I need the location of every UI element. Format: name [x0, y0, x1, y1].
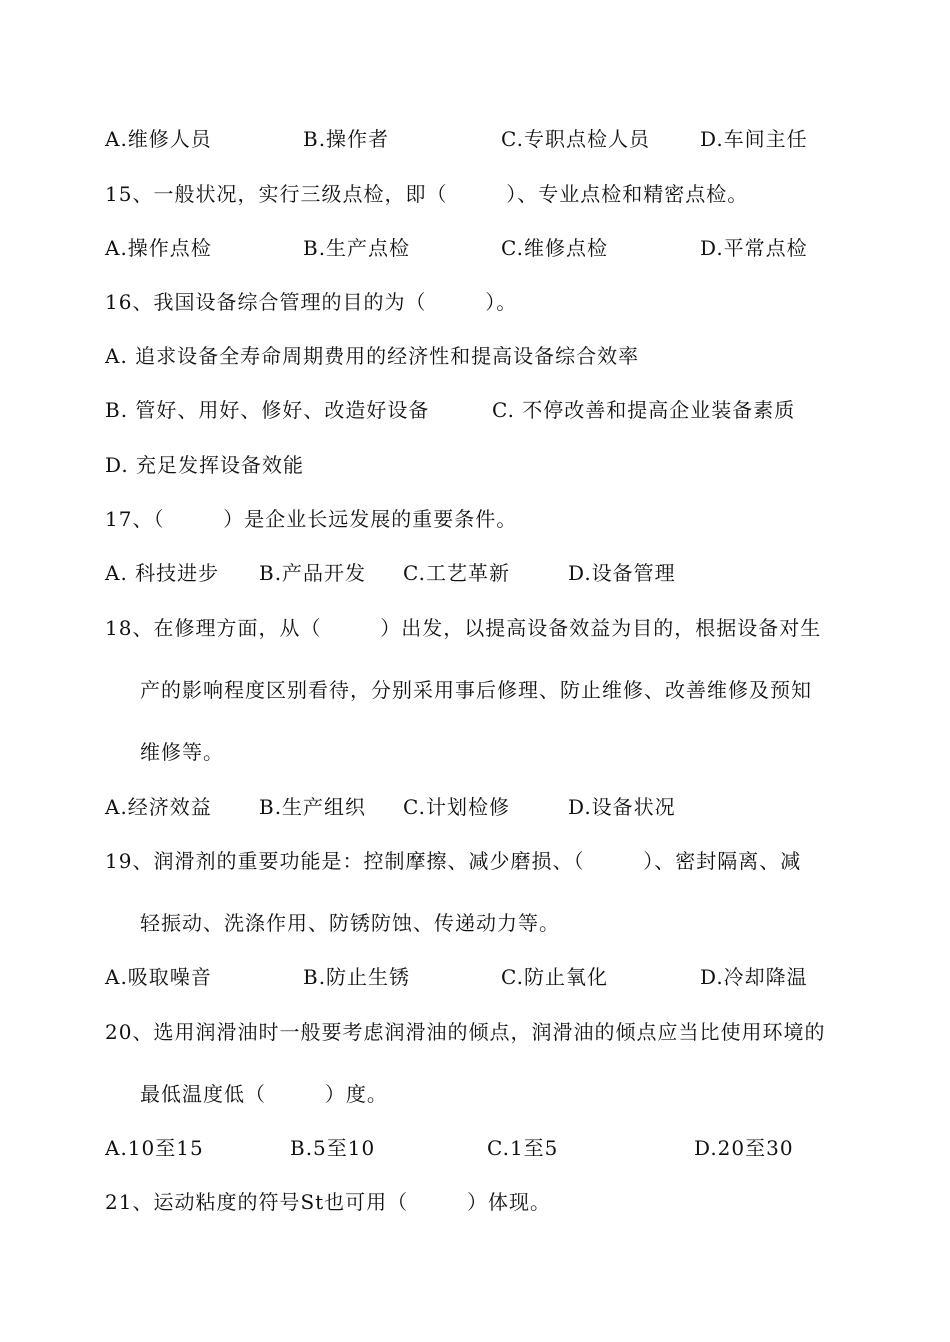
- option-c: C.计划检修: [403, 795, 510, 819]
- question-19-line-2: 轻振动、洗涤作用、防锈防蚀、传递动力等。: [140, 911, 560, 935]
- question-17: 17、（ ）是企业长远发展的重要条件。: [105, 507, 518, 531]
- option-d: D.平常点检: [700, 236, 808, 260]
- option-d: D.20至30: [694, 1136, 794, 1160]
- question-15: 15、一般状况，实行三级点检，即（ ）、专业点检和精密点检。: [105, 182, 749, 206]
- option-a: A. 科技进步: [105, 561, 220, 585]
- question-18-line-2: 产的影响程度区别看待，分别采用事后修理、防止维修、改善维修及预知: [140, 678, 812, 702]
- option-b: B.5至10: [290, 1136, 376, 1160]
- question-21: 21、运动粘度的符号St也可用（ ）体现。: [105, 1190, 552, 1214]
- option-b: B.操作者: [303, 127, 390, 151]
- option-c: C. 不停改善和提高企业装备素质: [492, 398, 796, 422]
- option-a: A. 追求设备全寿命周期费用的经济性和提高设备综合效率: [105, 344, 640, 368]
- question-18-line-3: 维修等。: [140, 740, 224, 764]
- option-d: D. 充足发挥设备效能: [105, 453, 305, 477]
- option-a: A.经济效益: [105, 795, 212, 819]
- option-d: D.设备状况: [568, 795, 676, 819]
- option-b: B.产品开发: [259, 561, 367, 585]
- option-a: A.10至15: [105, 1136, 204, 1160]
- option-c: C.专职点检人员: [501, 127, 650, 151]
- option-d: D.冷却降温: [700, 965, 808, 989]
- option-c: C.维修点检: [501, 236, 608, 260]
- question-16: 16、我国设备综合管理的目的为（ ）。: [105, 290, 518, 314]
- option-d: D.车间主任: [700, 127, 808, 151]
- question-19-line-1: 19、润滑剂的重要功能是：控制摩擦、减少磨损、（ ）、密封隔离、减: [105, 849, 802, 873]
- option-a: A.吸取噪音: [105, 965, 212, 989]
- question-20-line-2: 最低温度低（ ）度。: [140, 1082, 388, 1106]
- question-18-line-1: 18、在修理方面，从（ ）出发，以提高设备效益为目的，根据设备对生: [105, 616, 822, 640]
- option-b: B.防止生锈: [303, 965, 411, 989]
- option-b: B. 管好、用好、修好、改造好设备: [105, 398, 430, 422]
- option-c: C.防止氧化: [501, 965, 608, 989]
- option-a: A.维修人员: [105, 127, 212, 151]
- option-d: D.设备管理: [568, 561, 676, 585]
- option-c: C.工艺革新: [403, 561, 510, 585]
- option-b: B.生产组织: [259, 795, 367, 819]
- option-a: A.操作点检: [105, 236, 212, 260]
- option-c: C.1至5: [487, 1136, 559, 1160]
- option-b: B.生产点检: [303, 236, 411, 260]
- question-20-line-1: 20、选用润滑油时一般要考虑润滑油的倾点，润滑油的倾点应当比使用环境的: [105, 1020, 826, 1044]
